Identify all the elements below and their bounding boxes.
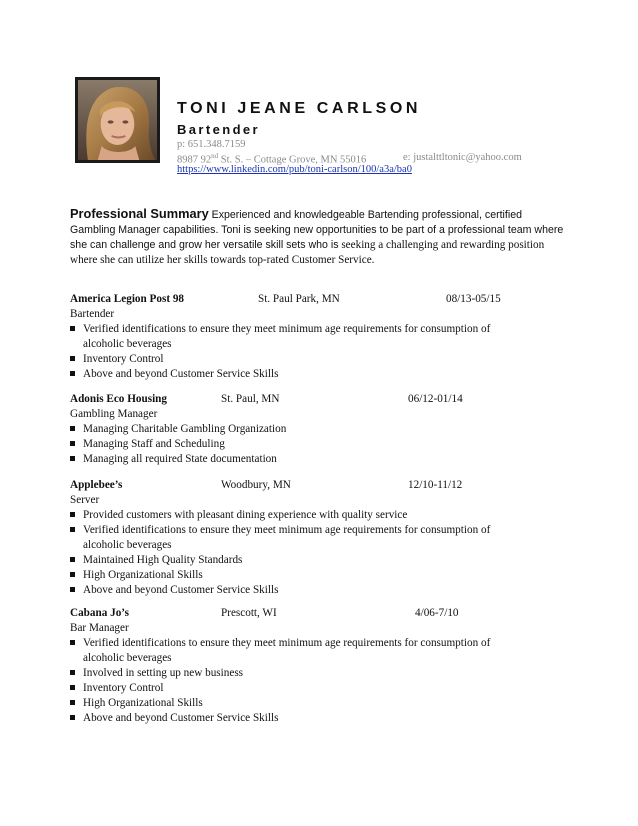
bullet-text: Managing Charitable Gambling Organization	[83, 423, 287, 435]
job-entry	[70, 292, 570, 382]
bullet-icon	[70, 685, 75, 690]
list-item	[70, 666, 570, 681]
bullet-text: Inventory Control	[83, 682, 164, 694]
bullet-icon	[70, 356, 75, 361]
bullet-icon	[70, 426, 75, 431]
job-entry	[70, 478, 570, 598]
professional-summary	[70, 206, 570, 268]
bullet-text: Verified identifications to ensure they meet minimum age requirements for consumption of	[83, 323, 491, 335]
employer-name: Applebee’s	[70, 479, 123, 491]
bullet-text: Managing all required State documentation	[83, 453, 277, 465]
bullet-text: Involved in setting up new business	[83, 667, 244, 679]
candidate-title: Bartender	[177, 122, 261, 137]
candidate-name: TONI JEANE CARLSON	[177, 100, 422, 117]
bullet-text: Provided customers with pleasant dining experience with quality service	[83, 509, 408, 521]
list-item	[70, 352, 570, 367]
job-dates: 4/06-7/10	[415, 607, 459, 619]
address-number: 8987 92	[177, 154, 212, 166]
bullet-text-continued: alcoholic beverages	[83, 652, 172, 664]
bullet-text: Verified identifications to ensure they meet minimum age requirements for consumption of	[83, 637, 491, 649]
bullet-text: Verified identifications to ensure they meet minimum age requirements for consumption of	[83, 524, 491, 536]
job-location: Prescott, WI	[221, 607, 277, 619]
list-item	[70, 711, 570, 726]
list-item	[70, 322, 570, 352]
bullet-text-continued: alcoholic beverages	[83, 338, 172, 350]
bullet-icon	[70, 456, 75, 461]
summary-text-serif: seeking a challenging and rewarding position where she can utilize her skills towards top-rated Customer Service.	[70, 239, 545, 266]
list-item	[70, 508, 570, 523]
job-role: Server	[70, 494, 100, 506]
list-item	[70, 523, 570, 553]
bullet-icon	[70, 557, 75, 562]
bullet-text: High Organizational Skills	[83, 569, 203, 581]
bullet-icon	[70, 441, 75, 446]
list-item	[70, 636, 570, 666]
list-item	[70, 583, 570, 598]
bullet-icon	[70, 670, 75, 675]
bullet-icon	[70, 700, 75, 705]
job-location: Woodbury, MN	[221, 479, 291, 491]
job-dates: 06/12-01/14	[408, 393, 463, 405]
address-suffix: nd	[211, 152, 219, 160]
job-role: Bar Manager	[70, 622, 129, 634]
job-dates: 08/13-05/15	[446, 293, 501, 305]
bullet-icon	[70, 587, 75, 592]
list-item	[70, 681, 570, 696]
job-role: Bartender	[70, 308, 115, 320]
list-item	[70, 553, 570, 568]
employer-name: America Legion Post 98	[70, 293, 185, 305]
job-location: St. Paul Park, MN	[258, 293, 340, 305]
bullet-text: Maintained High Quality Standards	[83, 554, 243, 566]
bullet-text-continued: alcoholic beverages	[83, 539, 172, 551]
job-role: Gambling Manager	[70, 408, 158, 420]
bullet-icon	[70, 512, 75, 517]
list-item	[70, 696, 570, 711]
list-item	[70, 437, 570, 452]
bullet-text: Above and beyond Customer Service Skills	[83, 584, 279, 596]
job-entry	[70, 392, 570, 467]
bullet-text: Above and beyond Customer Service Skills	[83, 368, 279, 380]
address-street: St. S. – Cottage Grove, MN 55016	[218, 154, 367, 166]
bullet-icon	[70, 371, 75, 376]
job-location: St. Paul, MN	[221, 393, 280, 405]
list-item	[70, 422, 570, 437]
bullet-icon	[70, 715, 75, 720]
email-address[interactable]: e: justalttltonic@yahoo.com	[403, 152, 522, 163]
linkedin-line	[177, 164, 412, 175]
bullet-icon	[70, 527, 75, 532]
bullet-text: High Organizational Skills	[83, 697, 203, 709]
list-item	[70, 452, 570, 467]
profile-photo	[75, 77, 160, 163]
employer-name: Adonis Eco Housing	[70, 393, 167, 405]
linkedin-link[interactable]: https://www.linkedin.com/pub/toni-carlson/100/a3a/ba0	[177, 164, 412, 175]
phone-line: p: 651.348.7159	[177, 139, 246, 150]
employer-name: Cabana Jo’s	[70, 607, 129, 619]
bullet-icon	[70, 326, 75, 331]
bullet-icon	[70, 572, 75, 577]
job-entry	[70, 606, 570, 726]
summary-heading: Professional Summary	[70, 206, 209, 221]
summary-text-sans: Experienced and knowledgeable Bartending professional, certified Gambling Manager capabilities. Toni is seeking new opportunities to be part of a professional team where she can challenge and grow her versatile skill sets who is	[70, 209, 564, 251]
bullet-icon	[70, 640, 75, 645]
bullet-text: Inventory Control	[83, 353, 164, 365]
job-dates: 12/10-11/12	[408, 479, 463, 491]
bullet-text: Managing Staff and Scheduling	[83, 438, 225, 450]
list-item	[70, 367, 570, 382]
list-item	[70, 568, 570, 583]
bullet-text: Above and beyond Customer Service Skills	[83, 712, 279, 724]
